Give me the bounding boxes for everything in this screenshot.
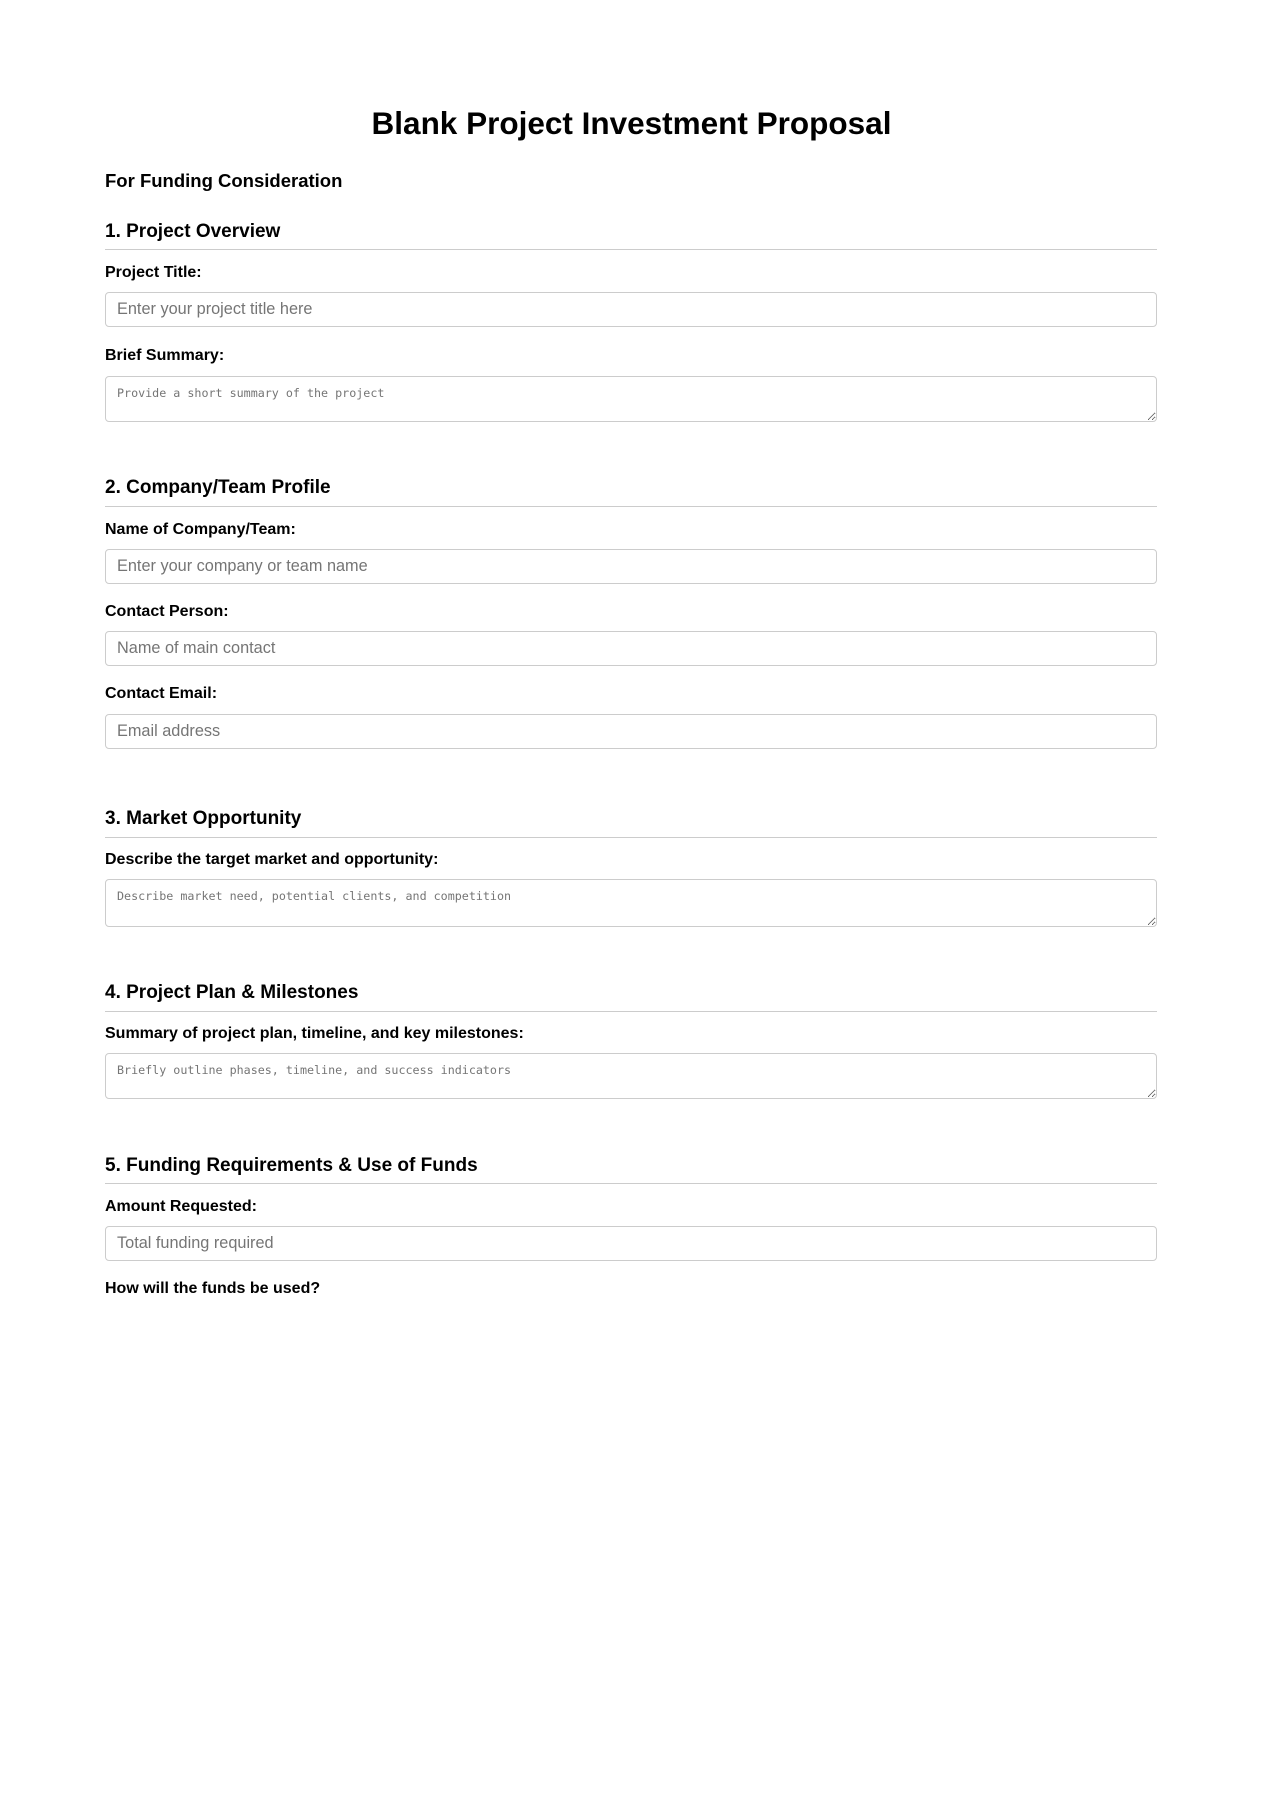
- target-market-label: Describe the target market and opportunity:: [105, 851, 439, 868]
- project-plan-textarea[interactable]: [105, 1053, 1157, 1099]
- brief-summary-label: Brief Summary:: [105, 347, 225, 364]
- section-heading: 4. Project Plan & Milestones: [105, 982, 359, 1003]
- section-divider: [105, 506, 1157, 507]
- use-of-funds-label: How will the funds be used?: [105, 1280, 321, 1297]
- company-name-label: Name of Company/Team:: [105, 521, 296, 538]
- page-subtitle: For Funding Consideration: [105, 170, 343, 191]
- page-title: Blank Project Investment Proposal: [371, 105, 892, 141]
- section-heading: 3. Market Opportunity: [105, 808, 302, 829]
- amount-requested-input[interactable]: [105, 1226, 1157, 1261]
- section-heading: 5. Funding Requirements & Use of Funds: [105, 1155, 478, 1176]
- contact-person-input[interactable]: [105, 631, 1157, 666]
- section-heading: 1. Project Overview: [105, 221, 281, 242]
- contact-email-label: Contact Email:: [105, 685, 218, 702]
- section-divider: [105, 837, 1157, 838]
- section-heading: 2. Company/Team Profile: [105, 477, 331, 498]
- section-divider: [105, 1183, 1157, 1184]
- project-plan-label: Summary of project plan, timeline, and key milestones:: [105, 1025, 524, 1042]
- contact-email-input[interactable]: [105, 714, 1157, 749]
- target-market-textarea[interactable]: [105, 879, 1157, 927]
- contact-person-label: Contact Person:: [105, 603, 229, 620]
- project-title-input[interactable]: [105, 292, 1157, 327]
- company-name-input[interactable]: [105, 549, 1157, 584]
- amount-requested-label: Amount Requested:: [105, 1198, 257, 1215]
- brief-summary-textarea[interactable]: [105, 376, 1157, 422]
- section-divider: [105, 249, 1157, 250]
- project-title-label: Project Title:: [105, 264, 202, 281]
- section-divider: [105, 1011, 1157, 1012]
